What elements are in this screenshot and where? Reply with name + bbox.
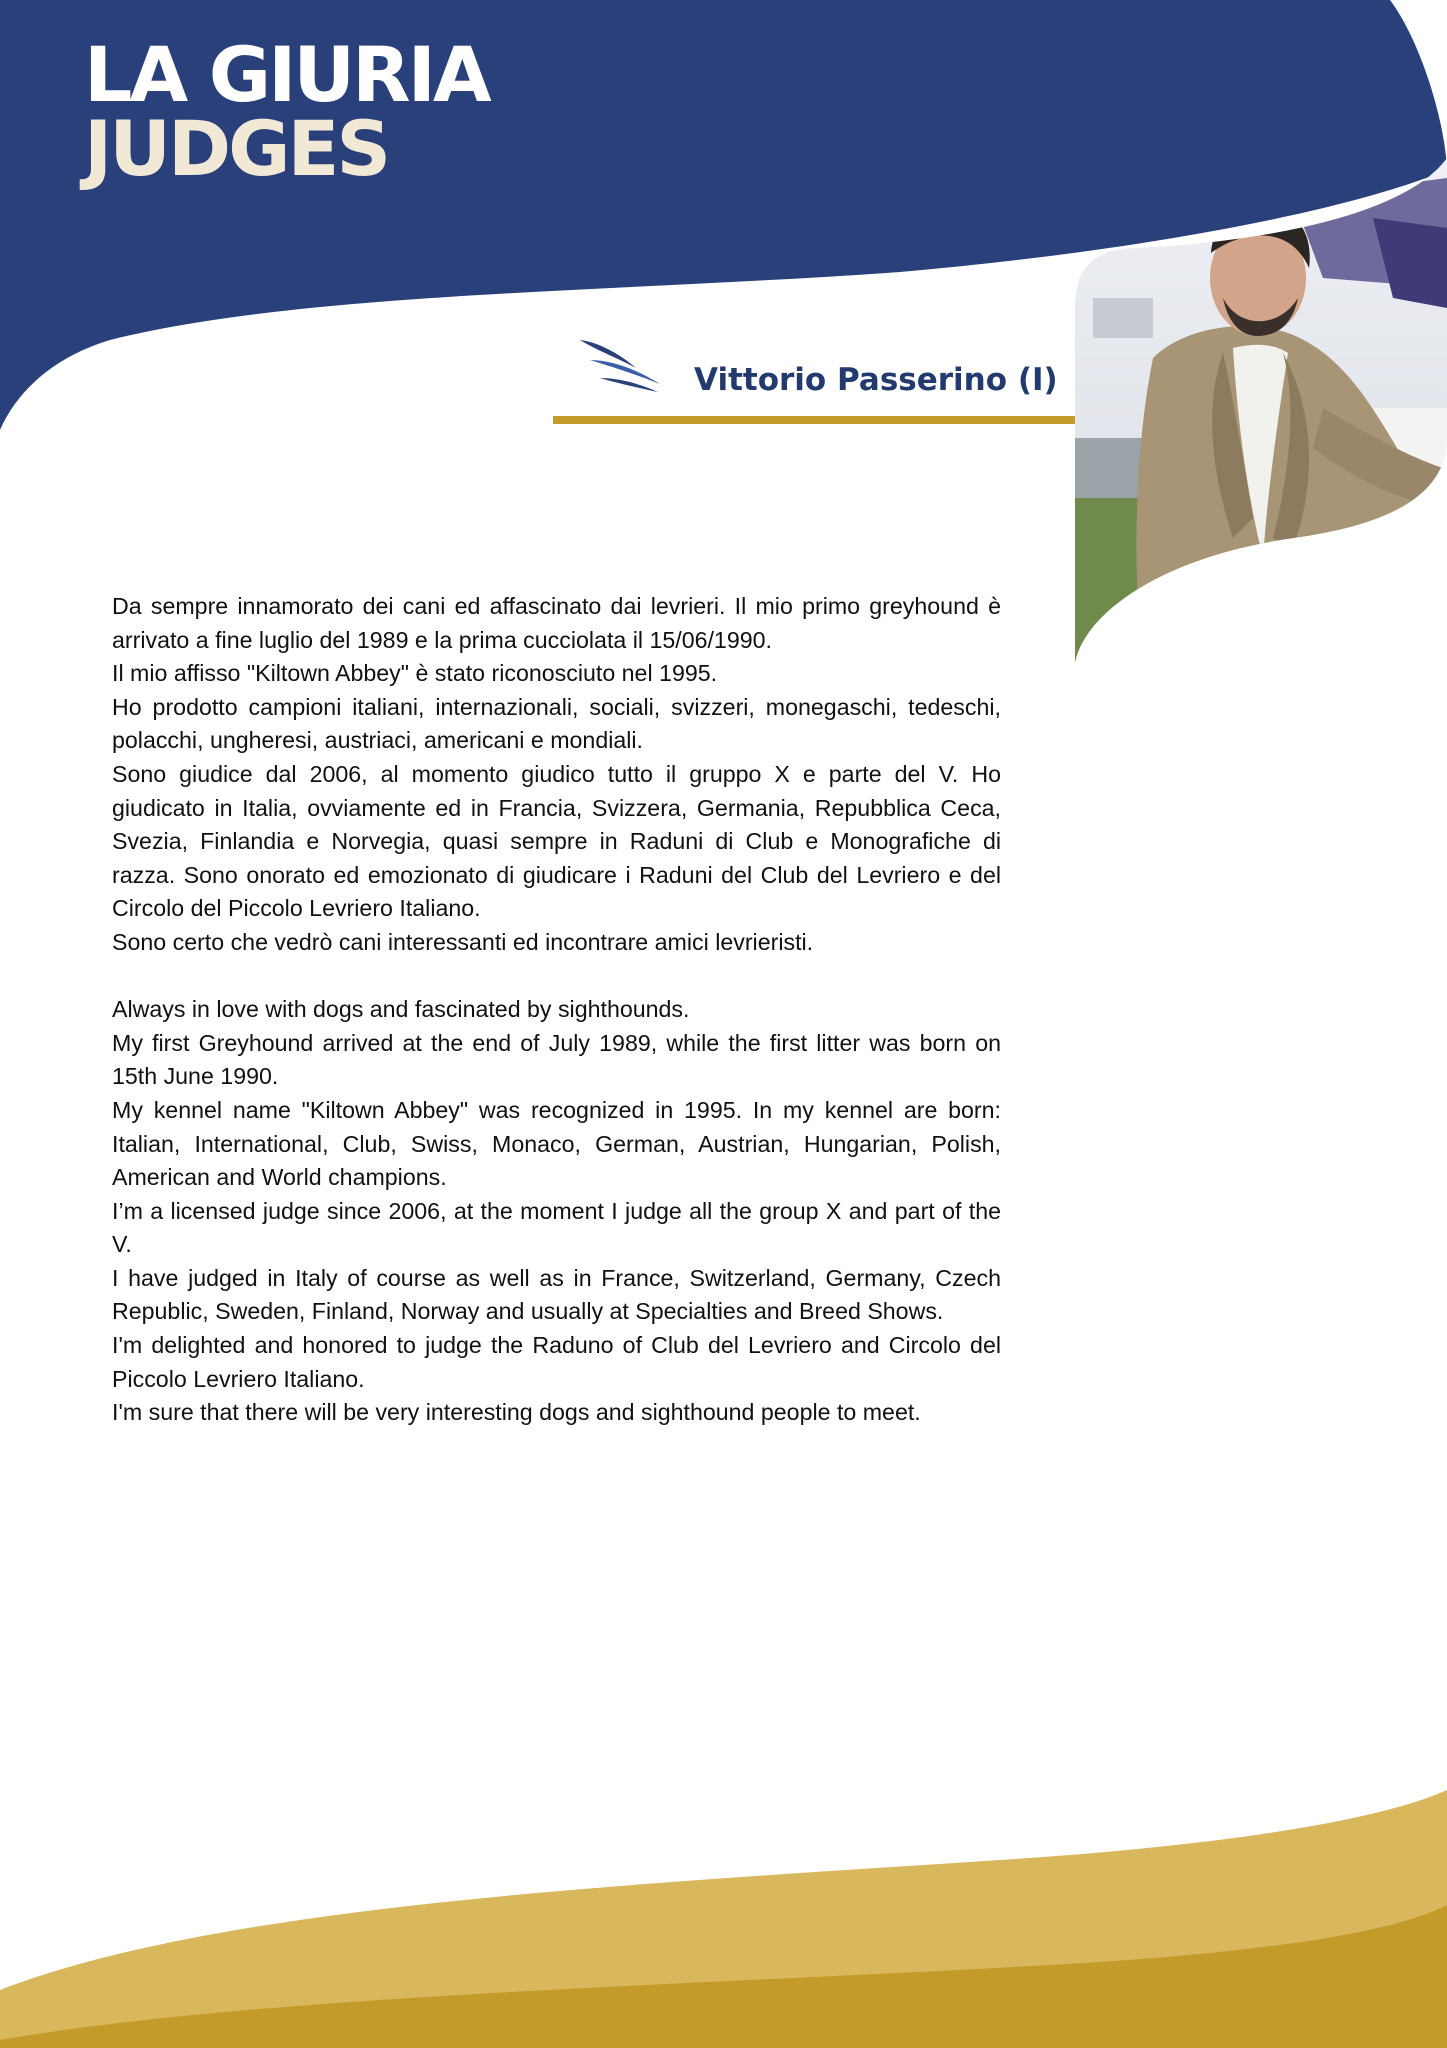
wave-logo-icon <box>578 338 662 394</box>
judge-name: Vittorio Passerino (I) <box>694 362 1058 398</box>
bio-english-paragraph: Always in love with dogs and fascinated by sighthounds. <box>112 996 690 1023</box>
bio-italian-paragraph: Sono certo che vedrò cani interessanti ed incontrare amici levrieristi. <box>112 928 814 955</box>
judge-photo <box>1073 158 1447 670</box>
title-line-english: JUDGES <box>84 104 389 193</box>
bio-italian-paragraph: Ho prodotto campioni italiani, internazionali, sociali, svizzeri, monegaschi, tedeschi, polacchi, ungheresi, austriaci, americani e mondiali. <box>112 693 1001 754</box>
bio-english-paragraph: I’m a licensed judge since 2006, at the moment I judge all the group X and part of the V. <box>112 1197 1001 1258</box>
bio-english-paragraph: I have judged in Italy of course as well as in France, Switzerland, Germany, Czech Republic, Sweden, Finland, Norway and usually at Specialties and Breed Shows. <box>112 1264 1001 1325</box>
paragraph-spacer <box>112 960 1001 994</box>
bio-italian-paragraph: Il mio affisso "Kiltown Abbey" è stato riconosciuto nel 1995. <box>112 660 718 687</box>
bio-english-paragraph: My kennel name "Kiltown Abbey" was recognized in 1995. In my kennel are born: Italian, International, Club, Swiss, Monaco, German, Austrian, Hungarian, Polish, American and World champions. <box>112 1096 1001 1191</box>
bio-english-paragraph: My first Greyhound arrived at the end of July 1989, while the first litter was born on 15th June 1990. <box>112 1029 1001 1090</box>
title-line-italian: LA GIURIA <box>84 30 489 119</box>
bio-english-paragraph: I'm delighted and honored to judge the Raduno of Club del Levriero and Circolo del Piccolo Levriero Italiano. <box>112 1332 1001 1392</box>
bio-english-paragraph: I'm sure that there will be very interesting dogs and sighthound people to meet. <box>112 1399 921 1426</box>
judge-biography <box>112 590 1001 1430</box>
page-title <box>84 30 489 193</box>
bio-italian-paragraph: Da sempre innamorato dei cani ed affascinato dai levrieri. Il mio primo greyhound è arrivato a fine luglio del 1989 e la prima cucciolata il 15/06/1990. <box>112 593 1001 653</box>
bio-italian-paragraph: Sono giudice dal 2006, al momento giudico tutto il gruppo X e parte del V. Ho giudicato in Italia, ovviamente ed in Francia, Svizzera, Germania, Repubblica Ceca, Svezia, Finlandia e Norvegia, quasi sempre in Raduni di Club e Monografiche di razza. Sono onorato ed emozionato di giudicare i Raduni del Club del Levriero e del Circolo del Piccolo Levriero Italiano. <box>112 760 1001 922</box>
